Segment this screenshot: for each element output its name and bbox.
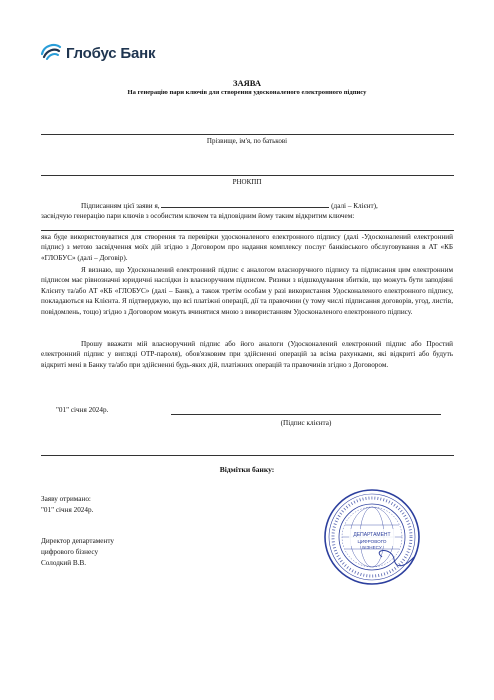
public-key-line: [41, 230, 454, 231]
svg-text:БІЗНЕСУ: БІЗНЕСУ: [362, 545, 382, 550]
rnokpp-field-caption: РНОКПП: [232, 178, 262, 186]
bank-logo: [40, 42, 155, 65]
name-field-caption: Прізвище, ім'я, по батькові: [206, 137, 288, 145]
rnokpp-field-line: [41, 175, 454, 176]
globus-bank-logo-icon: [40, 42, 62, 65]
bank-stamp: [322, 487, 422, 592]
svg-text:ЦИФРОВОГО: ЦИФРОВОГО: [357, 539, 387, 544]
client-date: "01" січня 2024р.: [56, 406, 109, 414]
svg-text:ДЕПАРТАМЕНТ: ДЕПАРТАМЕНТ: [353, 532, 391, 538]
bank-marks-divider: [41, 455, 454, 456]
usage-paragraph: яка буде використовуватися для створення та перевірки удосконаленого електронного підпису (далі -Удосконалений електронний підпис) з метою засвідчення моїх дій згідно з Договором про надання комплексу послуг банківського обслуговування в АТ «КБ «ГЛОБУС» (далі – Договір).: [41, 233, 453, 262]
director-position-line2: цифрового бізнесу: [41, 548, 99, 556]
client-signature-caption: (Підпис клієнта): [280, 419, 332, 427]
received-date: "01" січня 2024р.: [41, 506, 94, 514]
document-title: ЗАЯВА: [232, 78, 262, 88]
intro-text: Підписанням цієї заяви я,: [81, 202, 160, 210]
intro-client-text: (далі – Клієнт),: [331, 202, 378, 210]
name-field-line: [41, 134, 454, 135]
bank-marks-title: Відмітки банку:: [219, 465, 275, 474]
document-subtitle: На генерацію пари ключів для створення удосконаленого електронного підпису: [127, 89, 367, 96]
key-generation-text: засвідчую генерацію пари ключів з особистим ключем та відповідним йому таким відкритим ключем:: [41, 212, 355, 220]
acknowledgement-paragraph: Я визнаю, що Удосконалений електронний підпис є аналогом власноручного підпису та підписання цим електронним підписом має рівнозначні юридичні наслідки із власноручним підписом. Ризики з відшкодування збитків, що можуть бути заподіяні Клієнту та/або АТ «КБ «ГЛОБУС» (далі – Банк), а також третім особам у разі використання Удосконаленого електронного підпису, покладаються на Клієнта. Я підтверджую, що всі платіжні операції, дії та правочини (у тому числі підписання договорів, угод, листів, повідомлень, тощо) згідно з Договором можуть вчинятися мною з використанням Удосконаленого електронного підпису.: [41, 266, 453, 316]
client-name-blank: [161, 200, 329, 208]
director-name: Солодкий В.В.: [41, 559, 87, 567]
received-label: Заяву отримано:: [41, 495, 91, 503]
client-signature-line: [171, 414, 441, 415]
intro-paragraph: [41, 200, 453, 211]
signature-consent-paragraph: Прошу вважати мій власноручний підпис або його аналоги (Удосконалений електронний підпис або Простий електронний підпис у вигляді OTP-пароля), обов'язковим при здійсненні операцій за всіма рахунками, які відкриті або будуть відкриті мені в Банку та/або при здійсненні будь-яких дій, платіжних операцій та правочинів згідно з Договором.: [41, 340, 453, 369]
director-position-line1: Директор департаменту: [41, 537, 114, 545]
bank-name: Глобус Банк: [66, 45, 156, 62]
